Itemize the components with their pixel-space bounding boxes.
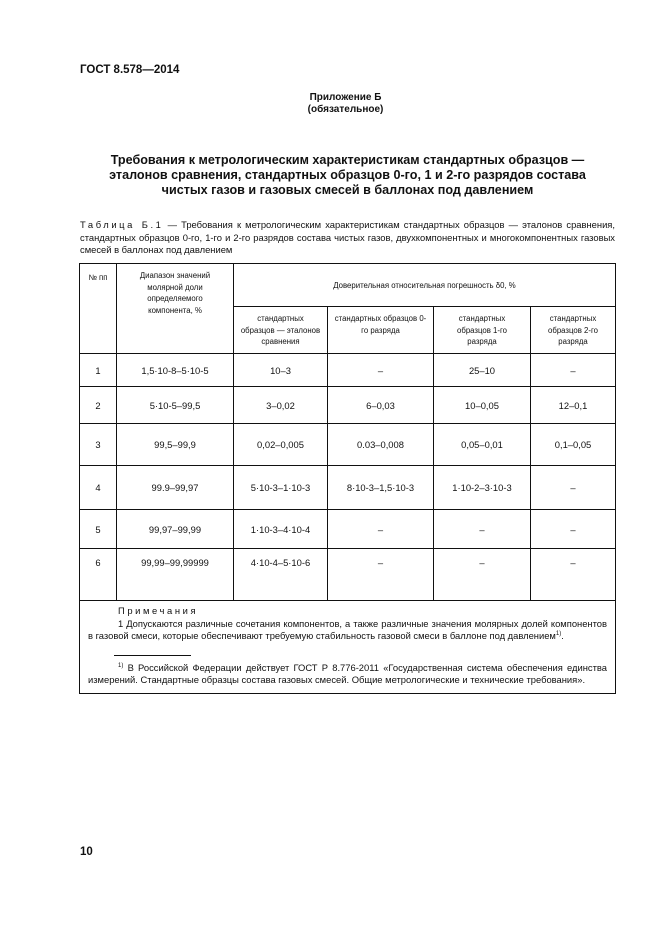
- cell-value: 3–0,02: [234, 387, 328, 424]
- cell-value: 12–0,1: [531, 387, 616, 424]
- table-row: [80, 387, 616, 424]
- footnote-text: В Российской Федерации действует ГОСТ Р 8.776-2011 «Государственная система обеспечения единства измерений. Стандартные образцы состава газовых смесей. Общие метрологические и технические требования».: [88, 661, 607, 686]
- cell-value: 0.03–0,008: [328, 424, 434, 466]
- cell-value: 6–0,03: [328, 387, 434, 424]
- cell-value: –: [328, 354, 434, 387]
- table-row: [80, 424, 616, 466]
- cell-value: –: [434, 510, 531, 549]
- cell-value: 1·10-3–4·10-4: [234, 510, 328, 549]
- header-grade-2: стандартных образцов 2-го разряда: [531, 307, 616, 354]
- note-1: 1 Допускаются различные сочетания компонентов, а также различные значения молярных долей компонентов в газовой смеси, которые обеспечивают требуемую стабильность газовой смеси в баллоне под давлением$^{1)}$.: [88, 617, 607, 642]
- cell-number: 1: [80, 354, 117, 387]
- cell-value: –: [531, 510, 616, 549]
- note-1-text: 1 Допускаются различные сочетания компонентов, а также различные значения молярных долей компонентов в газовой смеси, которые обеспечивают требуемую стабильность газовой смеси в баллоне под давлением: [88, 617, 607, 642]
- cell-value: 4·10-4–5·10-6: [234, 549, 328, 601]
- appendix-heading: [0, 92, 661, 116]
- notes-cell: [80, 601, 616, 694]
- document-code: ГОСТ 8.578—2014: [80, 64, 180, 76]
- cell-value: –: [328, 549, 434, 601]
- title-line-3: чистых газов и газовых смесей в баллонах под давлением: [161, 183, 534, 197]
- title-line-1: Требования к метрологическим характеристикам стандартных образцов —: [110, 153, 585, 167]
- page-number: 10: [80, 846, 93, 858]
- requirements-table: [79, 263, 616, 694]
- cell-range: 99,5–99,9: [117, 424, 234, 466]
- table-row: [80, 354, 616, 387]
- table-caption-label: Таблица Б.1: [80, 219, 164, 230]
- table-row: [80, 466, 616, 510]
- cell-range: 99,97–99,99: [117, 510, 234, 549]
- cell-value: 10–0,05: [434, 387, 531, 424]
- cell-value: 0,02–0,005: [234, 424, 328, 466]
- header-uncertainty-group: Доверительная относительная погрешность δ0, %: [234, 264, 616, 307]
- title-line-2: эталонов сравнения, стандартных образцов 0-го, 1 и 2-го разрядов состава: [109, 168, 586, 182]
- footnote-mark: 1): [118, 662, 124, 669]
- cell-number: 2: [80, 387, 117, 424]
- footnote: [88, 662, 607, 687]
- cell-value: 10–3: [234, 354, 328, 387]
- footnote-divider: [114, 655, 191, 656]
- cell-value: –: [328, 510, 434, 549]
- header-grade-1: стандартных образцов 1-го разряда: [434, 307, 531, 354]
- header-grade-0: стандартных образцов 0-го разряда: [328, 307, 434, 354]
- cell-number: 3: [80, 424, 117, 466]
- cell-value: 0,05–0,01: [434, 424, 531, 466]
- cell-value: –: [531, 354, 616, 387]
- cell-value: 5·10-3–1·10-3: [234, 466, 328, 510]
- cell-range: 5·10-5–99,5: [117, 387, 234, 424]
- cell-number: 5: [80, 510, 117, 549]
- appendix-label: Приложение Б: [309, 92, 382, 103]
- cell-value: –: [531, 466, 616, 510]
- note-1-footnote-ref: 1): [555, 631, 562, 638]
- cell-value: 1·10-2–3·10-3: [434, 466, 531, 510]
- table-row: [80, 549, 616, 601]
- header-number: № пп: [80, 264, 117, 354]
- section-title: [80, 153, 615, 198]
- table-caption-text: — Требования к метрологическим характеристикам стандартных образцов — эталонов сравнения, стандартных образцов 0-го, 1-го и 2-го разрядов состава чистых газов, двухкомпонентных и многокомпонентных газовых смесей в баллонах под давлением: [80, 219, 615, 255]
- cell-value: –: [434, 549, 531, 601]
- table-row: [80, 510, 616, 549]
- notes-title: Примечания: [118, 605, 199, 616]
- header-range: Диапазон значений молярной доли определяемого компонента, %: [117, 264, 234, 354]
- cell-number: 4: [80, 466, 117, 510]
- cell-value: 0,1–0,05: [531, 424, 616, 466]
- table-caption: [80, 219, 615, 257]
- cell-range: 1,5·10-8–5·10-5: [117, 354, 234, 387]
- cell-number: 6: [80, 549, 117, 601]
- appendix-status: (обязательное): [307, 104, 384, 115]
- cell-range: 99.9–99,97: [117, 466, 234, 510]
- cell-value: –: [531, 549, 616, 601]
- cell-value: 8·10-3–1,5·10-3: [328, 466, 434, 510]
- notes-row: [80, 601, 616, 694]
- cell-range: 99,99–99,99999: [117, 549, 234, 601]
- header-reference-samples: стандартных образцов — эталонов сравнения: [234, 307, 328, 354]
- cell-value: 25–10: [434, 354, 531, 387]
